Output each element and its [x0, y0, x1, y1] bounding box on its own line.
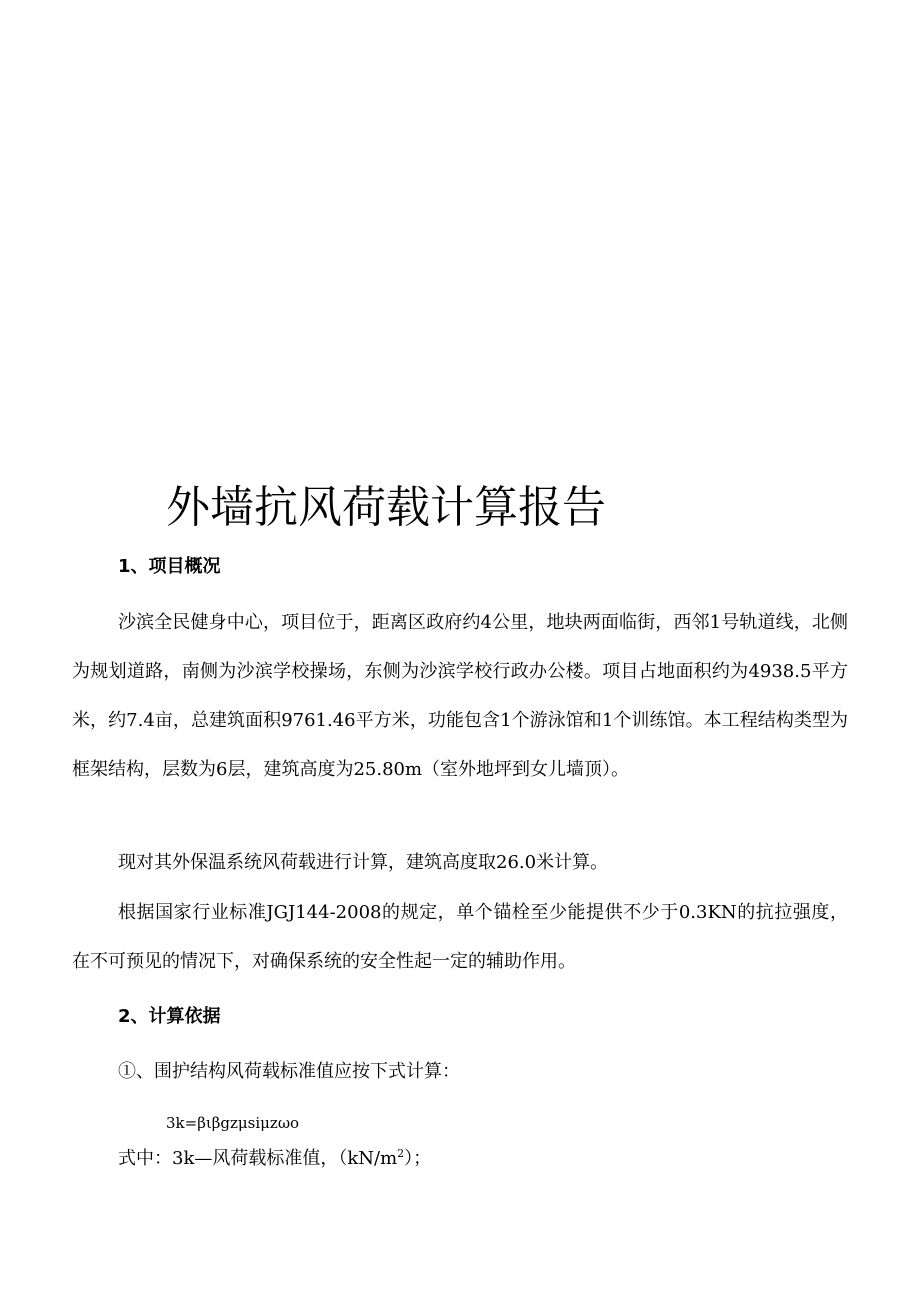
- basis-item-1: ①、围护结构风荷载标准值应按下式计算：: [118, 1061, 460, 1082]
- paragraph-project-description: 沙滨全民健身中心，项目位于，距离区政府约4公里，地块两面临街，西邻1号轨道线，北侧为规划道路，南侧为沙滨学校操场，东侧为沙滨学校行政办公楼。项目占地面积约为4938.5平方米，约7.4亩，总建筑面积9761.46平方米，功能包含1个游泳馆和1个训练馆。本工程结构类型为框架结构，层数为6层，建筑高度为25.80m（室外地坪到女儿墙顶）。: [72, 612, 848, 780]
- where-prefix: 式中：3k—风荷载标准值，（kN/m: [118, 1148, 398, 1169]
- where-suffix: ）；: [404, 1148, 432, 1169]
- paragraph-anchor-standard: 根据国家行业标准JGJ144-2008的规定，单个锚栓至少能提供不少于0.3KN的抗拉强度，在不可预见的情况下，对确保系统的安全性起一定的辅助作用。: [72, 902, 848, 972]
- paragraph-calculation-scope: 现对其外保温系统风荷载进行计算，建筑高度取26.0米计算。: [118, 852, 609, 873]
- formula-where-line: [118, 1140, 431, 1173]
- section-heading-project-overview: 1、项目概况: [118, 556, 221, 577]
- unit-superscript: 2: [397, 1147, 405, 1160]
- wind-load-formula: 3k=βιβgzμsiμzωo: [166, 1114, 300, 1132]
- document-title: 外墙抗风荷载计算报告: [166, 482, 606, 533]
- section-heading-calculation-basis: 2、计算依据: [118, 1006, 221, 1027]
